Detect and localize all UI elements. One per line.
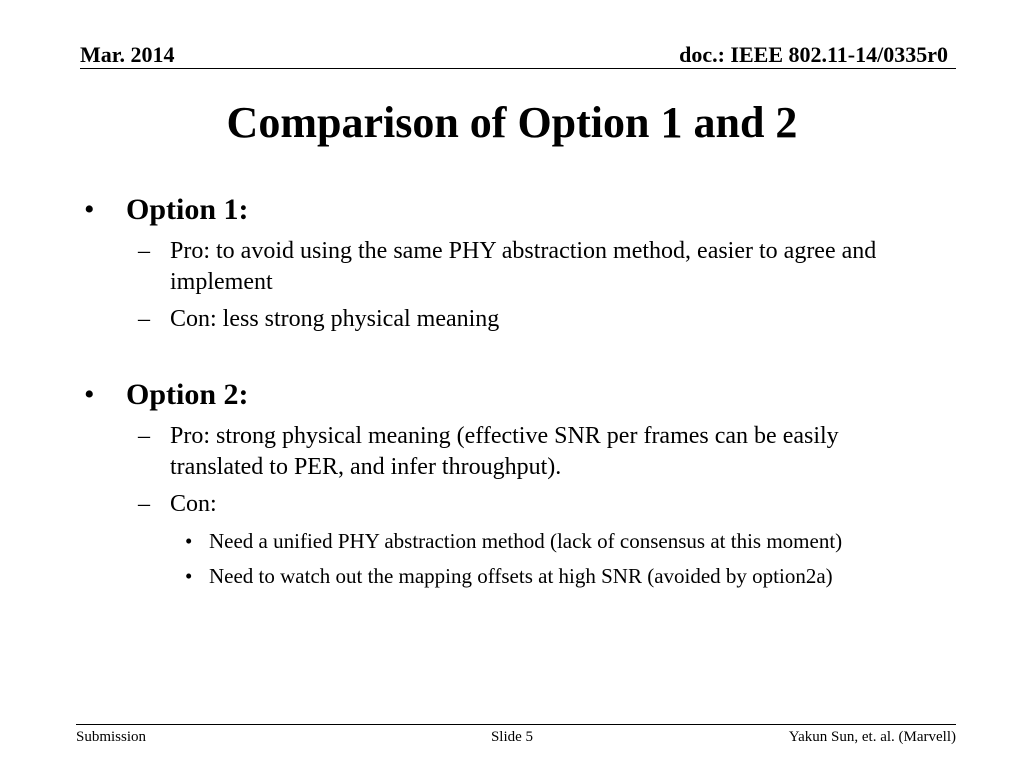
sub-bullet-text: Con: bbox=[170, 491, 217, 517]
sub-sub-bullet-text: Need a unified PHY abstraction method (lack of consensus at this moment) bbox=[209, 529, 843, 553]
header-date: Mar. 2014 bbox=[80, 42, 175, 67]
bullet-marker: • bbox=[84, 378, 95, 411]
sub-bullet-con bbox=[84, 489, 914, 520]
sub-bullet-text: Con: less strong physical meaning bbox=[170, 306, 500, 332]
bullet-heading: Option 1: bbox=[126, 193, 249, 226]
bullet-heading: Option 2: bbox=[126, 378, 249, 411]
dash-marker: – bbox=[138, 423, 150, 449]
sub-bullet-text: Pro: strong physical meaning (effective SNR per frames can be easily translated to PER, and infer throughput). bbox=[170, 423, 839, 480]
spacer bbox=[84, 335, 914, 375]
dash-marker: – bbox=[138, 306, 150, 332]
footer-slide-number: Slide 5 bbox=[490, 729, 534, 745]
sub-bullet-text: Pro: to avoid using the same PHY abstraction method, easier to agree and implement bbox=[170, 238, 877, 295]
sub-sub-bullet bbox=[84, 528, 914, 555]
slide-body bbox=[84, 190, 914, 590]
bullet-marker: • bbox=[84, 193, 95, 226]
header-divider bbox=[80, 68, 956, 69]
bullet-option-2 bbox=[84, 375, 914, 415]
footer-divider bbox=[76, 724, 956, 725]
bullet-option-1 bbox=[84, 190, 914, 230]
header-doc-id: doc.: IEEE 802.11-14/0335r0 bbox=[679, 42, 948, 67]
sub-bullet-con bbox=[84, 304, 914, 335]
sub-bullet-pro bbox=[84, 236, 914, 298]
footer-submission: Submission bbox=[76, 729, 147, 745]
footer-author: Yakun Sun, et. al. (Marvell) bbox=[788, 729, 956, 745]
slide-title: Comparison of Option 1 and 2 bbox=[226, 98, 798, 147]
sub-sub-bullet-text: Need to watch out the mapping offsets at high SNR (avoided by option2a) bbox=[209, 564, 833, 588]
sub-sub-bullet bbox=[84, 563, 914, 590]
bullet-marker: • bbox=[185, 564, 193, 588]
dash-marker: – bbox=[138, 238, 150, 264]
bullet-marker: • bbox=[185, 529, 193, 553]
dash-marker: – bbox=[138, 491, 150, 517]
sub-bullet-pro bbox=[84, 421, 914, 483]
